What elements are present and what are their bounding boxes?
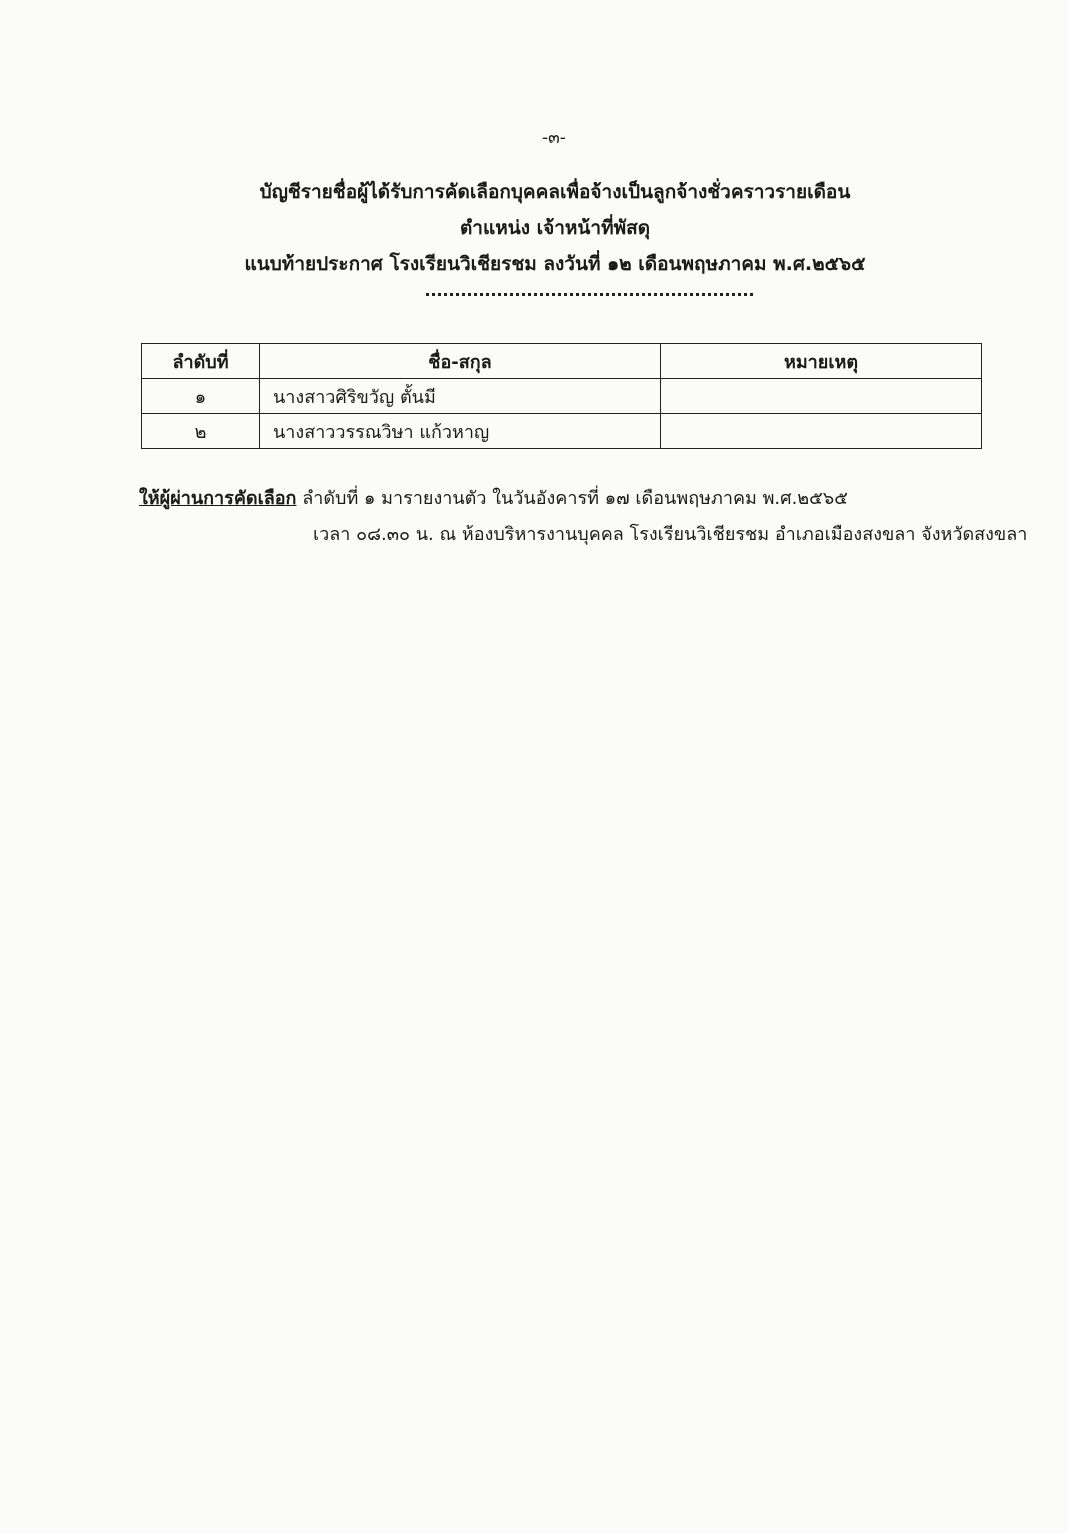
position-title: ตำแหน่ง เจ้าหน้าที่พัสดุ (459, 217, 651, 239)
dotted-divider (426, 293, 753, 296)
report-notice-line-2: เวลา ๐๘.๓๐ น. ณ ห้องบริหารงานบุคคล โรงเรียนวิเชียรชม อำเภอเมืองสงขลา จังหวัดสงขลา (313, 524, 1028, 545)
notice-emphasis: ให้ผู้ผ่านการคัดเลือก (139, 488, 297, 509)
row-remark (661, 379, 982, 414)
table-row (142, 379, 982, 414)
table-header-row (142, 344, 982, 379)
header-order: ลำดับที่ (142, 344, 260, 379)
notice-text: ลำดับที่ ๑ มารายงานตัว ในวันอังคารที่ ๑๗ เดือนพฤษภาคม พ.ศ.๒๕๖๕ (296, 488, 848, 509)
announcement-reference: แนบท้ายประกาศ โรงเรียนวิเชียรชม ลงวันที่ ๑๒ เดือนพฤษภาคม พ.ศ.๒๕๖๕ (244, 253, 866, 275)
header-remark: หมายเหตุ (661, 344, 982, 379)
selected-candidates-table (141, 343, 982, 449)
report-notice-line-1 (139, 483, 848, 512)
row-order: ๑ (142, 379, 260, 414)
page-number: -๓- (542, 128, 566, 148)
row-name: นางสาวศิริขวัญ ตั้นมี (260, 379, 661, 414)
header-name: ชื่อ-สกุล (260, 344, 661, 379)
row-remark (661, 414, 982, 449)
table-row (142, 414, 982, 449)
row-name: นางสาววรรณวิษา แก้วหาญ (260, 414, 661, 449)
row-order: ๒ (142, 414, 260, 449)
document-title: บัญชีรายชื่อผู้ได้รับการคัดเลือกบุคคลเพื่อจ้างเป็นลูกจ้างชั่วคราวรายเดือน (259, 181, 851, 203)
